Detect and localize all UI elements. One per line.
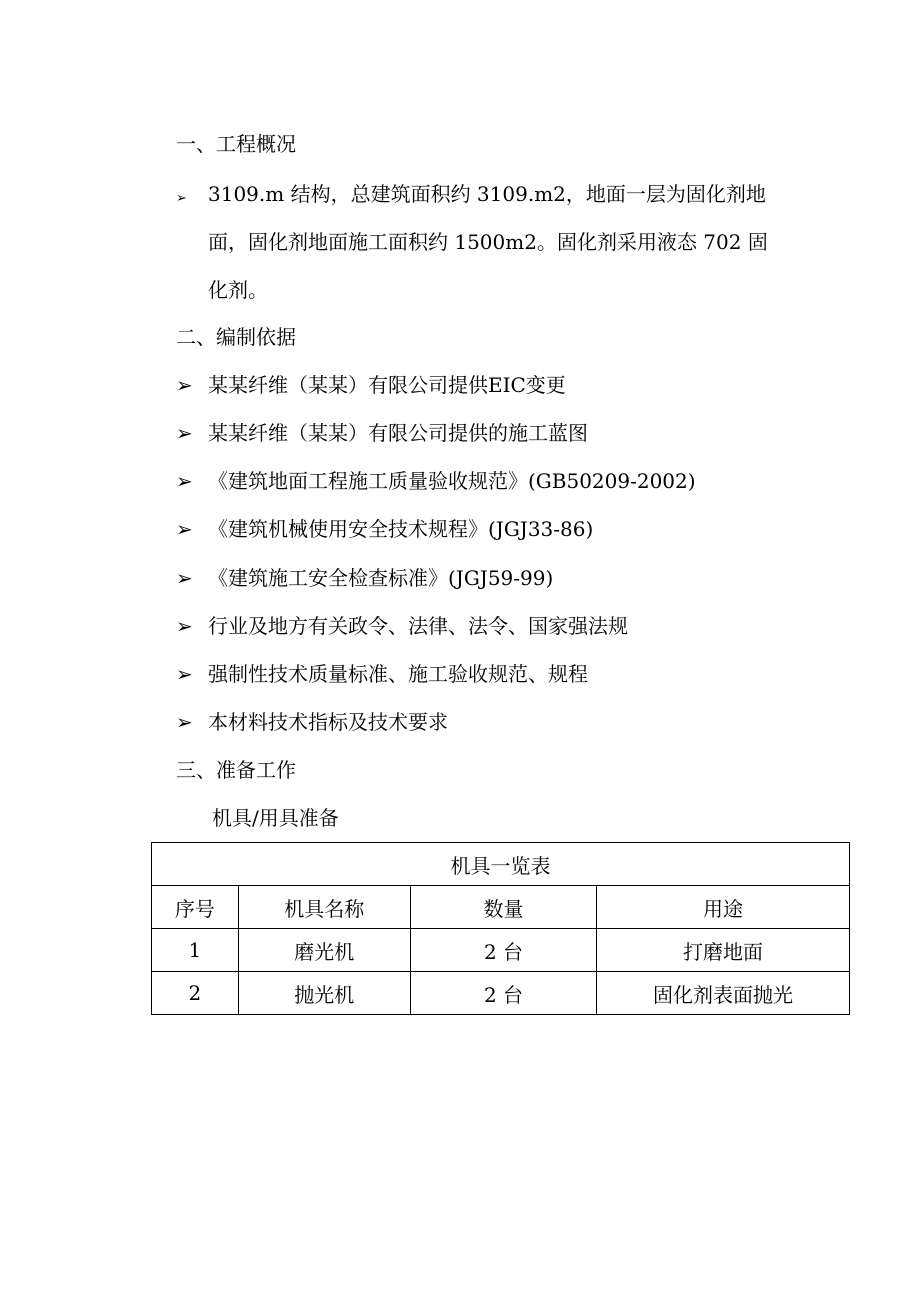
basis-item-text: 某某纤维（某某）有限公司提供的施工蓝图 [208, 421, 588, 445]
bullet-arrow-icon: ➢ [176, 614, 193, 638]
tools-subheading: 机具/用具准备 [212, 806, 339, 830]
section-1-line-3: 化剂。 [208, 278, 268, 302]
bullet-arrow-icon: ➢ [176, 662, 193, 686]
basis-item-text: 《建筑地面工程施工质量验收规范》(GB50209-2002) [208, 469, 696, 493]
header-quantity: 数量 [410, 886, 596, 929]
table-caption: 机具一览表 [152, 843, 850, 886]
basis-item [176, 371, 796, 399]
cell-index: 1 [152, 929, 239, 972]
section-3-title: 三、准备工作 [176, 758, 296, 782]
table-row [152, 929, 850, 972]
basis-item [176, 467, 796, 495]
basis-item-text: 某某纤维（某某）有限公司提供EIC变更 [208, 373, 566, 397]
bullet-arrow-icon: ➢ [176, 710, 193, 734]
basis-item-text: 《建筑施工安全检查标准》(JGJ59-99) [208, 566, 554, 590]
section-1-bullet [176, 170, 796, 314]
bullet-arrow-icon: ➢ [176, 469, 193, 493]
section-2-title: 二、编制依据 [176, 325, 296, 349]
basis-item-text: 行业及地方有关政令、法律、法令、国家强法规 [208, 614, 628, 638]
basis-item [176, 515, 796, 543]
basis-item-text: 本材料技术指标及技术要求 [208, 710, 448, 734]
bullet-arrow-icon: ➢ [176, 566, 193, 590]
table-caption-row [152, 843, 850, 886]
cell-tool-name: 抛光机 [238, 972, 410, 1015]
table-row [152, 972, 850, 1015]
section-1-line-1: 3109.m 结构，总建筑面积约 3109.m2，地面一层为固化剂地 [208, 182, 766, 206]
cell-quantity: 2 台 [410, 972, 596, 1015]
basis-item [176, 564, 796, 592]
header-index: 序号 [152, 886, 239, 929]
cell-tool-name: 磨光机 [238, 929, 410, 972]
cell-purpose: 固化剂表面抛光 [597, 972, 850, 1015]
bullet-arrow-icon: ➢ [176, 373, 193, 397]
section-1-line-2: 面，固化剂地面施工面积约 1500m2。固化剂采用液态 702 固 [208, 230, 768, 254]
basis-item-text: 强制性技术质量标准、施工验收规范、规程 [208, 662, 588, 686]
bullet-arrow-icon: ➢ [176, 421, 193, 445]
header-purpose: 用途 [597, 886, 850, 929]
bullet-arrow-icon: ➢ [176, 191, 187, 206]
cell-quantity: 2 台 [410, 929, 596, 972]
section-1-paragraph [208, 170, 796, 314]
table-header-row [152, 886, 850, 929]
cell-purpose: 打磨地面 [597, 929, 850, 972]
bullet-arrow-icon: ➢ [176, 517, 193, 541]
header-tool-name: 机具名称 [238, 886, 410, 929]
basis-item [176, 708, 796, 736]
basis-item-text: 《建筑机械使用安全技术规程》(JGJ33-86) [208, 517, 594, 541]
basis-item [176, 612, 796, 640]
basis-item [176, 660, 796, 688]
tools-table [151, 842, 850, 1015]
section-1-title: 一、工程概况 [176, 132, 296, 156]
cell-index: 2 [152, 972, 239, 1015]
basis-item [176, 419, 796, 447]
